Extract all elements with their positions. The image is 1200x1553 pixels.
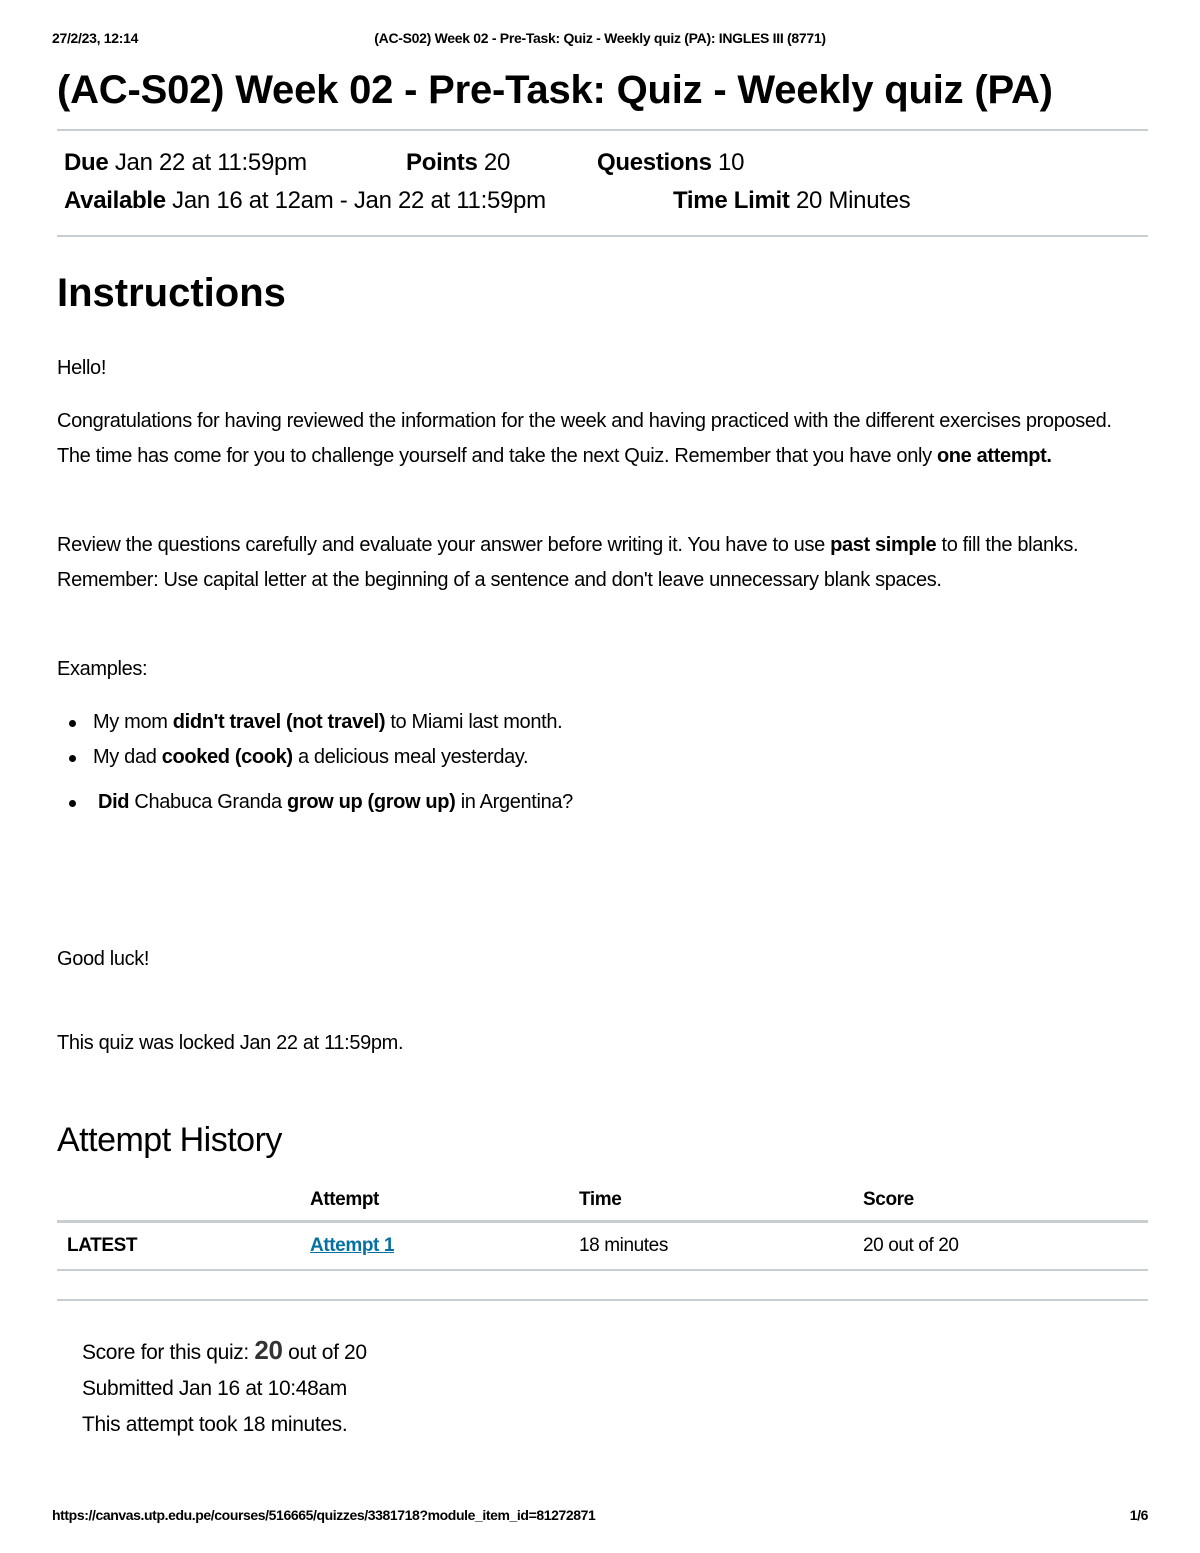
locked-notice: This quiz was locked Jan 22 at 11:59pm. (57, 1032, 404, 1054)
column-header-time: Time (579, 1180, 863, 1222)
time-limit-label: Time Limit (673, 187, 790, 214)
example-answer: Did (98, 791, 130, 813)
score-line (82, 1332, 367, 1371)
examples-list (57, 705, 573, 820)
quiz-meta-time-limit (673, 186, 910, 216)
divider (57, 235, 1148, 237)
column-header-score: Score (863, 1180, 1148, 1222)
instructions-paragraph-2 (57, 528, 1148, 598)
due-value: Jan 22 at 11:59pm (114, 149, 307, 176)
due-label: Due (64, 149, 109, 176)
example-text: My mom (93, 711, 173, 733)
column-header (57, 1180, 310, 1222)
list-item (93, 740, 573, 775)
score-cell: 20 out of 20 (863, 1222, 1148, 1271)
score-value: 20 (254, 1335, 283, 1365)
quiz-meta-points (406, 148, 510, 178)
points-value: 20 (483, 149, 511, 176)
greeting: Hello! (57, 357, 107, 379)
column-header-attempt: Attempt (310, 1180, 579, 1222)
examples-label: Examples: (57, 658, 148, 680)
questions-value: 10 (718, 149, 745, 176)
print-footer (52, 1507, 1148, 1527)
example-text: My dad (93, 746, 162, 768)
list-item (93, 785, 573, 820)
score-summary (82, 1332, 367, 1443)
time-cell: 18 minutes (579, 1222, 863, 1271)
attempt-history-heading: Attempt History (57, 1121, 282, 1159)
para2-emphasis: past simple (830, 534, 937, 556)
example-text: to Miami last month. (385, 711, 563, 733)
example-text: Chabuca Granda (129, 791, 288, 813)
score-suffix: out of 20 (282, 1341, 367, 1364)
example-text: in Argentina? (455, 791, 573, 813)
quiz-title: (AC-S02) Week 02 - Pre-Task: Quiz - Weekly quiz (PA) (57, 68, 1053, 112)
available-value: Jan 16 at 12am - Jan 22 at 11:59pm (172, 187, 546, 214)
quiz-meta-due (64, 148, 307, 178)
example-answer: grow up (grow up) (287, 791, 456, 813)
quiz-meta-available (64, 186, 546, 216)
latest-label: LATEST (57, 1222, 310, 1271)
list-item (93, 705, 573, 740)
table-row (57, 1222, 1148, 1271)
page-number: 1/6 (1129, 1507, 1148, 1523)
quiz-meta-questions (597, 148, 744, 178)
attempt-history-table (57, 1180, 1148, 1271)
example-text: a delicious meal yesterday. (292, 746, 529, 768)
instructions-heading: Instructions (57, 271, 286, 315)
attempt-cell (310, 1222, 579, 1271)
time-limit-value: 20 Minutes (795, 187, 911, 214)
good-luck: Good luck! (57, 948, 150, 970)
para2-text: Review the questions carefully and evaluate your answer before writing it. You have to use (57, 534, 831, 556)
available-label: Available (64, 187, 166, 214)
print-header (52, 30, 1148, 50)
para1-text: Congratulations for having reviewed the information for the week and having practiced with the different exercises proposed. The time has come for you to challenge yourself and take the next Quiz. Remember that you have only (57, 410, 1112, 467)
attempt-1-link[interactable]: Attempt 1 (310, 1235, 395, 1256)
para2-text-end: to fill the blanks. Remember: Use capital letter at the beginning of a sentence and don't leave unnecessary blank spaces. (57, 534, 1079, 591)
questions-label: Questions (597, 149, 712, 176)
para1-emphasis: one attempt. (936, 445, 1052, 467)
submitted-time: Submitted Jan 16 at 10:48am (82, 1377, 347, 1400)
points-label: Points (406, 149, 478, 176)
divider (57, 1299, 1148, 1301)
example-answer: didn't travel (not travel) (172, 711, 386, 733)
table-header-row (57, 1180, 1148, 1222)
page-url: https://canvas.utp.edu.pe/courses/516665/quizzes/3381718?module_item_id=81272871 (52, 1507, 596, 1523)
divider (57, 129, 1148, 131)
instructions-paragraph-1 (57, 404, 1148, 474)
print-datetime: 27/2/23, 12:14 (52, 30, 139, 46)
print-page-title: (AC-S02) Week 02 - Pre-Task: Quiz - Weekly quiz (PA): INGLES III (8771) (374, 30, 826, 46)
attempt-duration: This attempt took 18 minutes. (82, 1413, 348, 1436)
score-label: Score for this quiz: (82, 1341, 255, 1364)
example-answer: cooked (cook) (161, 746, 293, 768)
